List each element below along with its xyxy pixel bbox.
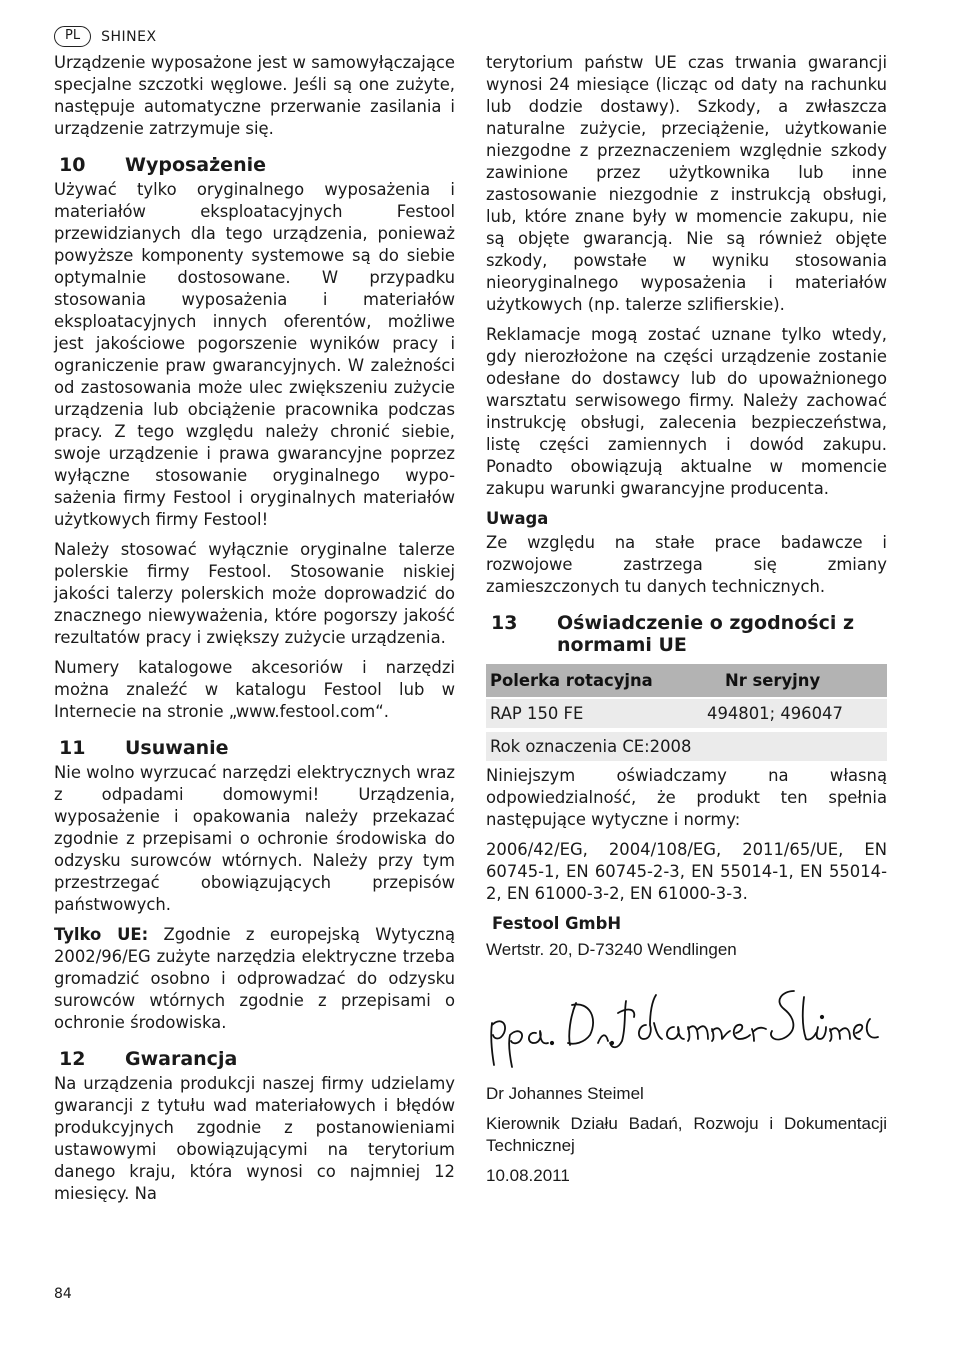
section-number: 12 (59, 1048, 86, 1070)
table-row (486, 698, 887, 728)
eu-only-text: Zgodnie z europejską Wytyczną 2002/96/EG zużyte narzędzia elektryczne trzeba gromadzić osobno i odprowadzać do odzysku surowców wtórnych zgodnie z przepisami o ochronie środowiska. (54, 925, 455, 1032)
signer-name: Dr Johannes Steimel (486, 1084, 644, 1103)
company-address: Wertstr. 20, D-73240 Wendlingen (486, 940, 737, 959)
table-header-row (486, 664, 887, 698)
note-text: Ze względu na stałe prace badawcze i rozwojowe zastrzega się zmiany zamieszczonych tu danych technicznych. (486, 533, 887, 596)
column-header-product: Polerka rotacyjna (486, 664, 705, 698)
signer-position: Kierownik Działu Badań, Rozwoju i Dokumentacji Technicznej (486, 1114, 887, 1155)
warranty-paragraph-3: Reklamacje mogą zostać uznane tylko wtedy, gdy nierozłożone na części urządzenie zostanie odesłane do dostawcy lub do upoważnionego warsztatu serwisowego firmy. Należy zachować instrukcję obsługi, zalecenia bezpieczeństwa, listę części zamiennych i dowód zakupu. Ponadto obowiązują aktualne w momencie zakupu warunki gwarancyjne producenta. (486, 325, 887, 498)
page-number: 84 (54, 1286, 72, 1302)
cell-model: RAP 150 FE (486, 698, 705, 728)
page-header (54, 26, 157, 47)
declaration-text: Niniejszym oświadczamy na własną odpowiedzialność, że produkt ten spełnia następujące wytyczne i normy: (486, 766, 887, 829)
left-column (54, 52, 455, 1213)
section-11-heading (54, 737, 455, 759)
section-13-heading (486, 612, 887, 656)
section-title: Gwarancja (125, 1048, 238, 1070)
warranty-paragraph-2: terytorium państw UE czas trwania gwarancji wynosi 24 miesiące (licząc od daty na rachunku lub dodzie dostawy). Szkody, a zwłaszcza naturalne zużycie, przeciążenie, użytkowanie niezgodne z przeznaczeniem względnie szkody zawinione przez użytkownika lub inne zastosowanie niezgodnie z instrukcją obsługi, lub, które znane były w momencie zakupu, nie są objęte gwarancją. Nie są również objęte szkody, powstałe w wyniku stosowania nieoryginalnego wyposażenia i materiałów użytkowych (np. talerze szlifierskie). (486, 53, 887, 314)
product-table (486, 664, 887, 728)
language-badge: PL (54, 26, 91, 47)
accessories-paragraph-3: Numery katalogowe akcesoriów i narzędzi można znaleźć w katalogu Festool lub w Internecie na stronie „www.festool.com“. (54, 658, 455, 721)
section-title: Oświadczenie o zgodności z normami UE (557, 612, 855, 656)
signature-date: 10.08.2011 (486, 1166, 570, 1185)
accessories-paragraph-1: Używać tylko oryginalnego wyposażenia i materiałów eksploatacyjnych Festool przewidzianych dla tego urządzenia, ponieważ powyższe komponenty systemowe są do siebie optymalnie dostosowane. W przypadku stosowania wyposażenia i materiałów eksploatacyjnych innych oferentów, możliwe jest jakościowe pogorszenie wyników pracy i ograniczenie praw gwarancyjnych. W zależności od zastosowania może ulec zwiększeniu zużycie urządzenia lub obciążenie pracownika podczas pracy. Z tego względu należy chronić siebie, swoje urządzenie i prawa gwarancyjne poprzez wyłączne stosowanie oryginalnego wypo-sażenia firmy Festool i oryginalnych materiałów użytkowych firmy Festool! (54, 180, 455, 529)
column-header-serial: Nr seryjny (705, 664, 887, 698)
section-10-heading (54, 154, 455, 176)
section-number: 13 (491, 612, 518, 634)
section-title: Wyposażenie (125, 154, 266, 176)
section-number: 10 (59, 154, 86, 176)
ce-year-row: Rok oznaczenia CE:2008 (486, 732, 887, 761)
norms-list: 2006/42/EG, 2004/108/EG, 2011/65/UE, EN 60745-1, EN 60745-2-3, EN 55014-1, EN 55014-2, EN 61000-3-2, EN 61000-3-3. (486, 840, 887, 903)
intro-paragraph: Urządzenie wyposażone jest w samowyłączające specjalne szczotki węglowe. Jeśli są one zużyte, następuje automatyczne przerwanie zasilania i urządzenie zatrzymuje się. (54, 53, 455, 138)
product-name: SHINEX (101, 28, 157, 45)
cell-serial: 494801; 496047 (705, 698, 887, 728)
signature-image (486, 983, 887, 1073)
accessories-paragraph-2: Należy stosować wyłącznie oryginalne talerze polerskie firmy Festool. Stosowanie niskiej jakości talerzy polerskich może doprowadzić do znacznego niewyważenia, które pogorszy jakość rezultatów pracy i zwiększy zużycie urządzenia. (54, 540, 455, 647)
eu-only-label: Tylko UE: (54, 925, 149, 944)
section-12-heading (54, 1048, 455, 1070)
section-title: Usuwanie (125, 737, 229, 759)
warranty-paragraph-1: Na urządzenia produkcji naszej firmy udzielamy gwarancji z tytułu wad materiałowych i błędów produkcyjnych zgodnie z postanowieniami ustawowymi obowiązującymi na terytorium danego kraju, która wynosi co najmniej 12 miesięcy. Na (54, 1074, 455, 1203)
disposal-paragraph-2 (54, 924, 455, 1034)
disposal-paragraph-1: Nie wolno wyrzucać narzędzi elektrycznych wraz z odpadami domowymi! Urządzenia, wyposażenie i opakowania należy przekazać zgodnie z przepisami o ochronie środowiska do odzysku surowców wtórnych. Należy przy tym przestrzegać obowiązujących przepisów państwowych. (54, 763, 455, 914)
right-column (486, 52, 887, 1195)
company-name: Festool GmbH (492, 914, 622, 933)
section-number: 11 (59, 737, 86, 759)
note-heading: Uwaga (486, 509, 549, 528)
